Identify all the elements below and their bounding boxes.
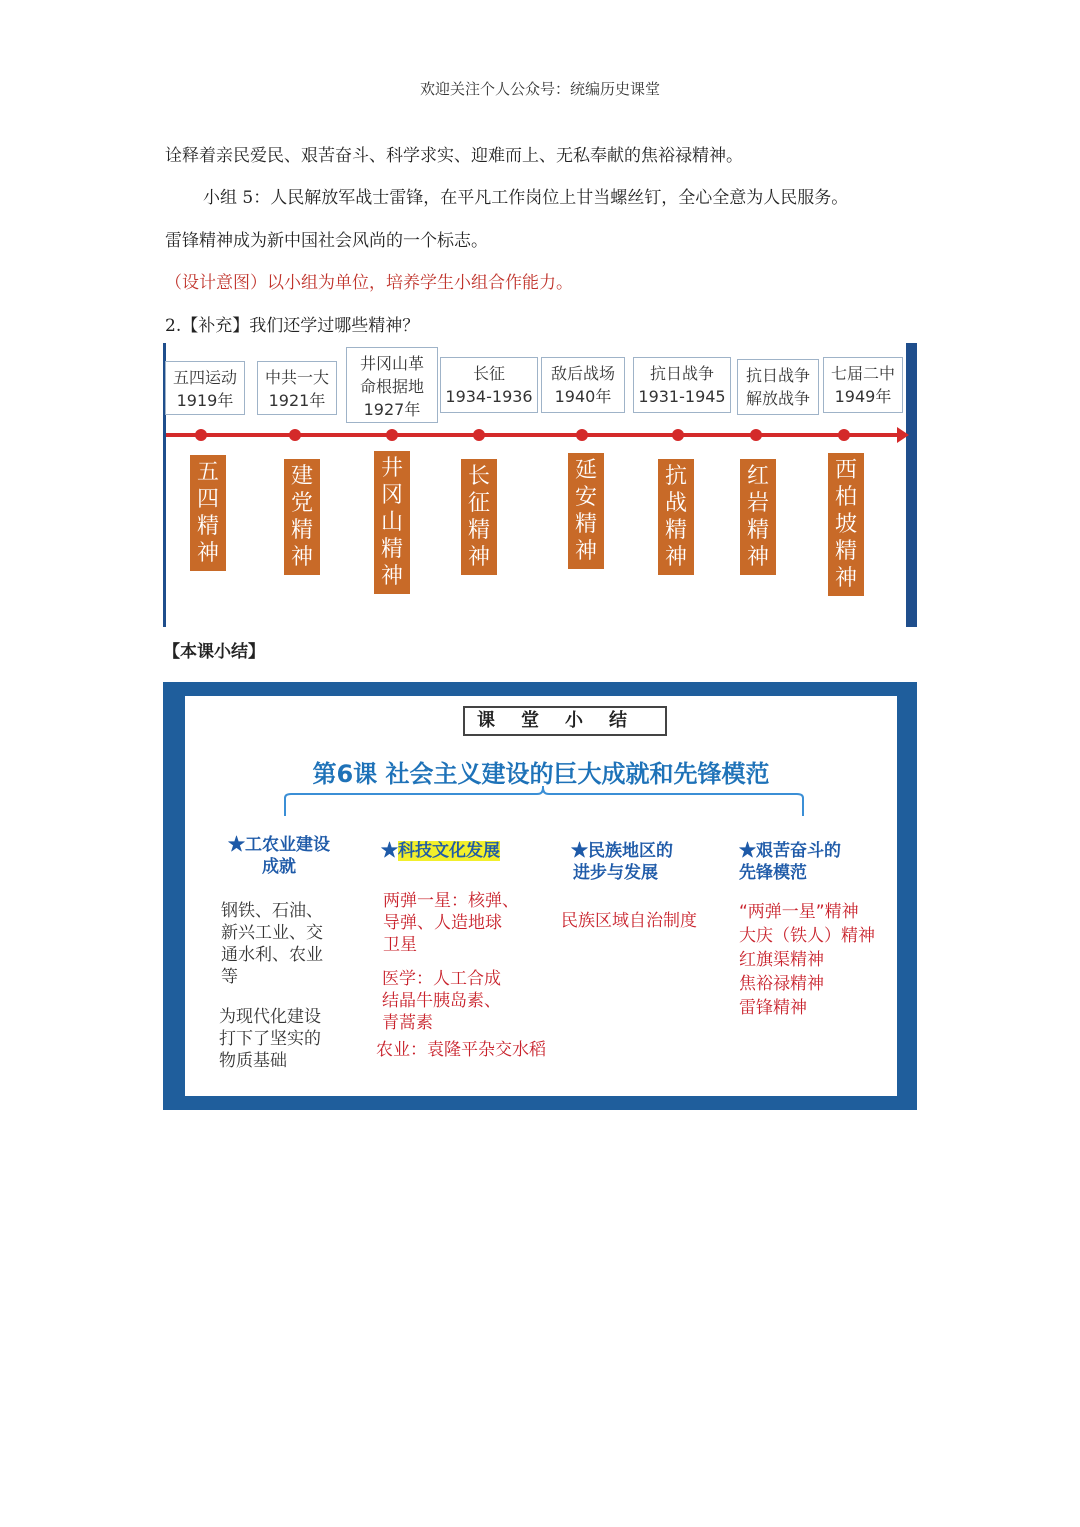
- text-line: 物质基础: [219, 1051, 287, 1071]
- column-1-text-1: [221, 900, 323, 988]
- timeline-event-1: [165, 361, 245, 415]
- text-line: 钢铁、石油、: [221, 901, 323, 921]
- column-2-red-3: 农业：袁隆平杂交水稻: [376, 1040, 546, 1060]
- paragraph-2: 小组 5：人民解放军战士雷锋，在平凡工作岗位上甘当螺丝钉，全心全意为人民服务。: [203, 188, 849, 208]
- timeline-event-6: [633, 357, 731, 413]
- text-line: 两弹一星：核弹、: [383, 891, 519, 911]
- text-line: 导弹、人造地球: [383, 913, 502, 933]
- text-line: “两弹一星”精神: [739, 902, 859, 922]
- spirit-label: 西 柏 坡 精 神: [834, 458, 857, 591]
- text-line: 通水利、农业: [221, 945, 323, 965]
- spirit-label: 延 安 精 神: [574, 458, 597, 564]
- timeline-right-border: [906, 343, 917, 627]
- timeline-dot: [576, 429, 588, 441]
- design-intent: （设计意图）以小组为单位，培养学生小组合作能力。: [165, 273, 573, 293]
- spirit-box-4: [461, 459, 497, 575]
- event-label: 敌后战场: [550, 364, 615, 383]
- column-head-line: ★工农业建设: [228, 835, 330, 855]
- timeline-event-3: [346, 347, 438, 423]
- event-label: 五四运动: [172, 368, 237, 387]
- column-3-head: [571, 840, 673, 884]
- spirit-label: 红 岩 精 神: [746, 464, 769, 570]
- event-label: 井冈山革: [359, 354, 424, 373]
- timeline-dot: [195, 429, 207, 441]
- page-header: 欢迎关注个人公众号：统编历史课堂: [419, 80, 660, 98]
- event-year: 1949年: [834, 387, 892, 406]
- summary-panel: [185, 696, 897, 1096]
- spirit-label: 抗 战 精 神: [664, 464, 687, 570]
- text-line: 大庆（铁人）精神: [739, 926, 875, 946]
- text-line: 医学：人工合成: [382, 969, 501, 989]
- spirit-box-3: [374, 451, 410, 594]
- event-year: 1927年: [363, 400, 421, 419]
- text-line: 结晶牛胰岛素、: [382, 991, 501, 1011]
- timeline-dot: [386, 429, 398, 441]
- event-label: 解放战争: [745, 389, 810, 408]
- event-label: 长征: [472, 364, 505, 383]
- column-head-line: ★艰苦奋斗的: [739, 841, 841, 861]
- timeline-event-4: [440, 357, 538, 413]
- timeline-axis: [166, 433, 901, 437]
- event-label: 七届二中: [830, 364, 895, 383]
- timeline-event-8: [823, 357, 903, 413]
- column-2-head: [381, 840, 500, 862]
- text-line: 卫星: [383, 935, 417, 955]
- timeline-event-5: [541, 357, 625, 413]
- spirit-label: 五 四 精 神: [196, 460, 219, 566]
- timeline-event-2: [257, 361, 337, 415]
- lesson-summary-board: [163, 682, 917, 1110]
- supplement-question: 2.【补充】我们还学过哪些精神？: [165, 316, 420, 336]
- text-line: 红旗渠精神: [739, 950, 824, 970]
- event-label: 命根据地: [359, 377, 424, 396]
- column-1-head: [219, 834, 339, 878]
- timeline-dot: [672, 429, 684, 441]
- spirit-label: 长 征 精 神: [467, 464, 490, 570]
- spirit-label: 建 党 精 神: [290, 464, 313, 570]
- spirit-timeline: [163, 343, 917, 627]
- event-year: 1940年: [554, 387, 612, 406]
- star-icon: ★: [381, 841, 398, 861]
- timeline-arrow-icon: [897, 427, 909, 443]
- event-year: 1921年: [268, 391, 326, 410]
- column-head-line: 成就: [262, 857, 296, 877]
- event-label: 中共一大: [264, 368, 329, 387]
- spirit-box-6: [658, 459, 694, 575]
- paragraph-1: 诠释着亲民爱民、艰苦奋斗、科学求实、迎难而上、无私奉献的焦裕禄精神。: [165, 146, 743, 166]
- section-title: 【本课小结】: [163, 642, 265, 662]
- text-line: 雷锋精神: [739, 998, 807, 1018]
- spirit-box-7: [740, 459, 776, 575]
- branch-bracket: [185, 696, 897, 836]
- column-head-line: 进步与发展: [573, 863, 658, 883]
- timeline-dot: [473, 429, 485, 441]
- text-line: 等: [221, 967, 238, 987]
- timeline-dot: [289, 429, 301, 441]
- spirit-box-5: [568, 453, 604, 569]
- event-label: 抗日战争: [745, 366, 810, 385]
- timeline-event-7: [737, 359, 819, 415]
- column-4-red: [739, 900, 875, 1020]
- column-2-red-1: [383, 890, 519, 956]
- text-line: 为现代化建设: [219, 1007, 321, 1027]
- timeline-dot: [838, 429, 850, 441]
- event-year: 1934-1936: [445, 387, 533, 406]
- summary-tag: 课堂小结: [463, 706, 667, 736]
- text-line: 打下了坚实的: [219, 1029, 321, 1049]
- column-head-line: 先锋模范: [739, 863, 807, 883]
- spirit-box-2: [284, 459, 320, 575]
- text-line: 青蒿素: [382, 1013, 433, 1033]
- summary-title: 第6课 社会主义建设的巨大成就和先锋模范: [312, 760, 770, 788]
- column-head-line: ★民族地区的: [571, 841, 673, 861]
- highlighted-heading: 科技文化发展: [398, 841, 500, 861]
- event-label: 抗日战争: [649, 364, 714, 383]
- column-1-text-2: [219, 1006, 321, 1072]
- text-line: 新兴工业、交: [221, 923, 323, 943]
- paragraph-3: 雷锋精神成为新中国社会风尚的一个标志。: [165, 231, 488, 251]
- text-line: 焦裕禄精神: [739, 974, 824, 994]
- column-4-head: [739, 840, 841, 884]
- timeline-dot: [750, 429, 762, 441]
- column-3-red-1: 民族区域自治制度: [561, 911, 697, 931]
- spirit-box-8: [828, 453, 864, 596]
- spirit-label: 井 冈 山 精 神: [380, 456, 403, 589]
- column-2-red-2: [382, 968, 501, 1034]
- spirit-box-1: [190, 455, 226, 571]
- event-year: 1919年: [176, 391, 234, 410]
- event-year: 1931-1945: [638, 387, 726, 406]
